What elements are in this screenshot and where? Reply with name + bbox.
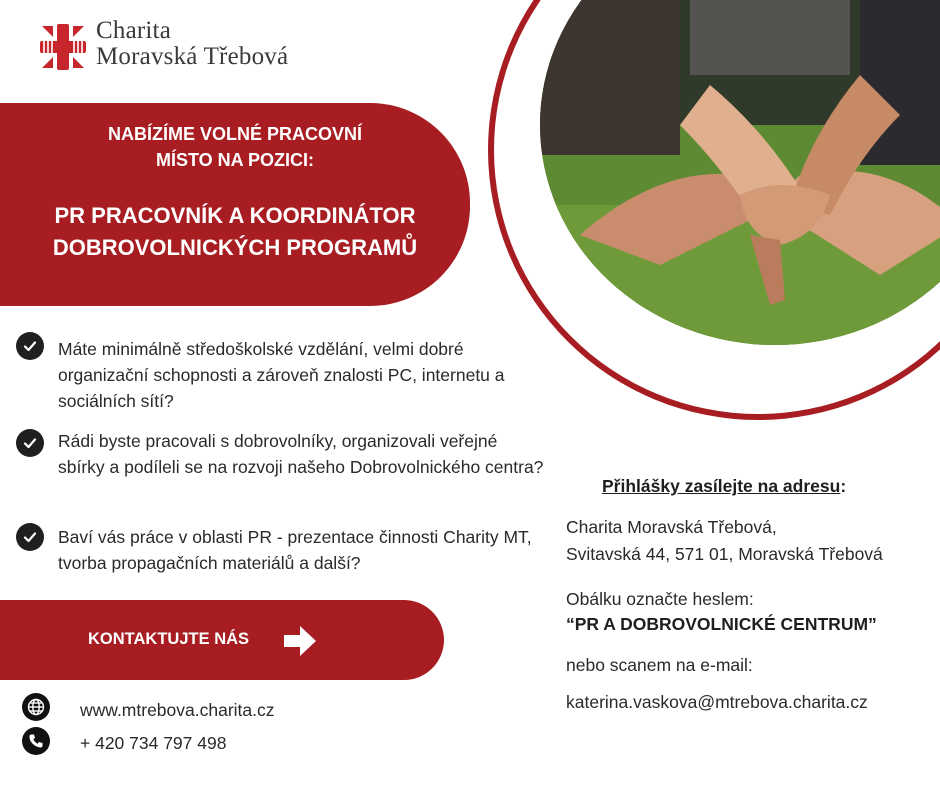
- requirement-item: Máte minimálně středoškolské vzdělání, velmi dobré organizační schopnosti a zároveň znalosti PC, internetu a sociálních sítí?: [58, 339, 505, 411]
- logo-line-2: Moravská Třebová: [96, 43, 289, 70]
- job-title-line-1: PR PRACOVNÍK A KOORDINÁTOR: [54, 203, 416, 228]
- charita-cross-icon: [38, 22, 88, 72]
- application-heading-colon: :: [840, 476, 847, 496]
- website-link[interactable]: www.mtrebova.charita.cz: [80, 700, 275, 720]
- contact-us-label[interactable]: KONTAKTUJTE NÁS: [88, 630, 250, 648]
- envelope-code: “PR A DOBROVOLNICKÉ CENTRUM”: [566, 614, 877, 634]
- phone-number[interactable]: + 420 734 797 498: [80, 733, 227, 753]
- address-line-2: Svitavská 44, 571 01, Moravská Třebová: [566, 544, 883, 564]
- job-title-line-2: DOBROVOLNICKÝCH PROGRAMŮ: [52, 235, 418, 260]
- phone-icon: [22, 727, 50, 755]
- address-line-1: Charita Moravská Třebová,: [566, 517, 777, 537]
- banner-intro-line-2: MÍSTO NA POZICI:: [155, 150, 314, 170]
- logo-line-1: Charita: [96, 17, 171, 44]
- globe-icon: [22, 693, 50, 721]
- banner-intro-line-1: NABÍZÍME VOLNÉ PRACOVNÍ: [107, 124, 362, 144]
- check-icon: [16, 523, 44, 551]
- check-icon: [16, 332, 44, 360]
- requirement-item: Rádi byste pracovali s dobrovolníky, organizovali veřejné sbírky a podíleli se na rozvoji našeho Dobrovolnického centra?: [58, 431, 544, 477]
- application-heading-text: Přihlášky zasílejte na adresu: [602, 476, 841, 496]
- requirement-item: Baví vás práce v oblasti PR - prezentace činnosti Charity MT, tvorba propagačních materiálů a další?: [58, 527, 532, 573]
- logo-text: [96, 18, 288, 70]
- email-link[interactable]: katerina.vaskova@mtrebova.charita.cz: [566, 692, 868, 712]
- envelope-label: Obálku označte heslem:: [566, 589, 754, 609]
- application-heading: [602, 476, 846, 497]
- email-label: nebo scanem na e-mail:: [566, 655, 753, 675]
- arrow-right-icon[interactable]: [282, 624, 318, 658]
- check-icon: [16, 429, 44, 457]
